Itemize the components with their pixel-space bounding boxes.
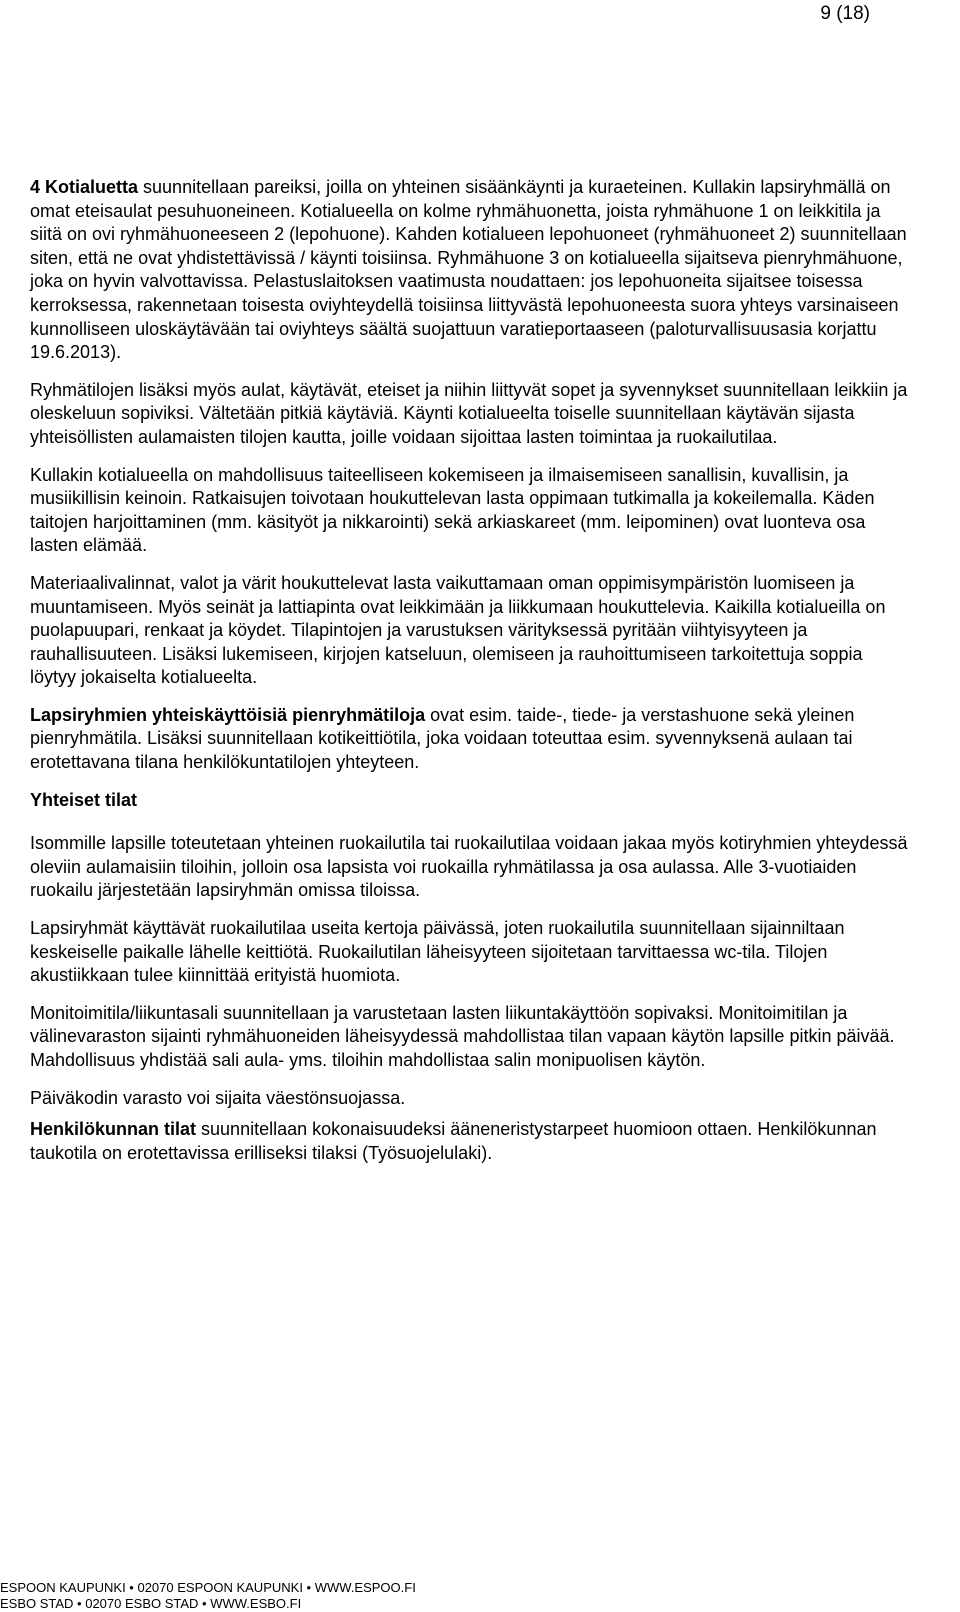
page-number: 9 (18) bbox=[820, 3, 870, 24]
paragraph-monitoimitila: Monitoimitila/liikuntasali suunnitellaan ja varustetaan lasten liikuntakäyttöön sopivaksi. Monitoimitilan ja välinevaraston sijainti ryhmähuoneiden läheisyydessä mahdollistaa tilan vapaan käytön lapsille pitkin päivää. Mahdollisuus yhdistää sali aula- yms. tiloihin mahdollistaa salin monipuolisen käytön. bbox=[30, 1002, 895, 1070]
document-body bbox=[30, 176, 910, 1179]
paragraph-taiteellinen: Kullakin kotialueella on mahdollisuus taiteelliseen kokemiseen ja ilmaisemiseen sanallisin, kuvallisin, ja musiikillisin keinoin. Ratkaisujen toivotaan houkuttelevan lasta oppimaan tutkimalla ja kokeilemalla. Käden taitojen harjoittaminen (mm. käsityöt ja nikkarointi) sekä arkiaskareet (mm. leipominen) ovat luonteva osa lasten elämää. bbox=[30, 464, 875, 556]
paragraph-ruokailutila: Isommille lapsille toteutetaan yhteinen ruokailutila tai ruokailutilaa voidaan jakaa myös kotiryhmien yhteydessä oleviin aulamaisiin tiloihin, jolloin osa lapsista voi ruokailla ryhmätilassa ja osa aulassa. Alle 3-vuotiaiden ruokailu järjestetään lapsiryhmän omissa tiloissa. bbox=[30, 833, 908, 901]
paragraph-text: suunnitellaan pareiksi, joilla on yhteinen sisäänkäynti ja kuraeteinen. Kullakin lapsiryhmällä on omat eteisaulat pesuhuoneineen. Kotialueella on kolme ryhmähuonetta, joista ryhmähuone 1 on leikkitila ja siitä on ovi ryhmähuoneeseen 2 (lepohuone). Kahden kotialueen lepohuoneet (ryhmähuoneet 2) suunnitellaan siten, että ne ovat yhdistettävissä / käynti toisiinsa. Ryhmähuone 3 on kotialueella sijaitseva pienryhmähuone, joka on hyvin valvottavissa. Pelastuslaitoksen vaatimusta noudattaen: jos lepohuoneita sijaitsee toisessa kerroksessa, rakennetaan toisesta oviyhteydellä toisiinsa liittyvästä lepohuoneesta suora yhteys varsinaiseen kunnolliseen uloskäytävään tai oviyhteys säältä suojattuun varatieportaaseen (paloturvallisuusasia korjattu 19.6.2013). bbox=[30, 177, 907, 363]
paragraph-henkilokunta bbox=[30, 1118, 910, 1165]
paragraph-text: suunnitellaan kokonaisuudeksi ääneneristystarpeet huomioon ottaen. Henkilökunnan taukotila on erotettavissa erilliseksi tilaksi (Työsuojelulaki). bbox=[30, 1119, 877, 1163]
paragraph-text: ovat esim. taide-, tiede- ja verstashuone sekä yleinen pienryhmätila. Lisäksi suunnitellaan kotikeittiötila, joka voidaan toteuttaa esim. syvennyksenä aulaan tai erotettavana tilana henkilökuntatilojen yhteyteen. bbox=[30, 704, 855, 773]
paragraph-kotialuetta bbox=[30, 176, 910, 365]
paragraph-pienryhmatilat bbox=[30, 704, 910, 775]
paragraph-lead: Henkilökunnan tilat bbox=[30, 1119, 197, 1140]
paragraph-lead: 4 Kotialuetta bbox=[30, 177, 139, 197]
footer-line-esbo: ESBO STAD • 02070 ESBO STAD • WWW.ESBO.FI bbox=[0, 1596, 302, 1611]
paragraph-ryhmatilat: Ryhmätilojen lisäksi myös aulat, käytävät, eteiset ja niihin liittyvät sopet ja syvennykset suunnitellaan leikkiin ja oleskeluun sopiviksi. Vältetään pitkiä käytäviä. Käynti kotialueelta toiselle suunnitellaan käytävän sijasta yhteisöllisten aulamaisten tilojen kautta, joille voidaan sijoittaa lasten toimintaa ja ruokailutilaa. bbox=[30, 379, 908, 447]
page-footer bbox=[0, 1580, 416, 1612]
footer-line-espoo: ESPOON KAUPUNKI • 02070 ESPOON KAUPUNKI • WWW.ESPOO.FI bbox=[0, 1580, 416, 1595]
section-heading: Yhteiset tilat bbox=[30, 789, 138, 810]
paragraph-ruokailu-sijainti: Lapsiryhmät käyttävät ruokailutilaa useita kertoja päivässä, joten ruokailutila suunnitellaan sijainniltaan keskeiselle paikalle lähelle keittiötä. Ruokailutilan läheisyyteen sijoitetaan tarvittaessa wc-tila. Tilojen akustiikkaan tulee kiinnittää erityistä huomiota. bbox=[30, 918, 845, 986]
paragraph-lead: Lapsiryhmien yhteiskäyttöisiä pienryhmätiloja bbox=[30, 704, 426, 725]
paragraph-materiaalit: Materiaalivalinnat, valot ja värit houkuttelevat lasta vaikuttamaan oman oppimisympäristön luomiseen ja muuntamiseen. Myös seinät ja lattiapinta ovat leikkimään ja liikkumaan houkuttelevia. Kaikilla kotialueilla on puolapuupari, renkaat ja köydet. Tilapintojen ja varustuksen värityksessä pyritään viihtyisyyteen ja rauhallisuuteen. Lisäksi lukemiseen, kirjojen katseluun, olemiseen ja rauhoittumiseen tarkoitettuja soppia löytyy jokaiselta kotialueelta. bbox=[30, 572, 886, 688]
paragraph-varasto: Päiväkodin varasto voi sijaita väestönsuojassa. bbox=[30, 1087, 406, 1108]
